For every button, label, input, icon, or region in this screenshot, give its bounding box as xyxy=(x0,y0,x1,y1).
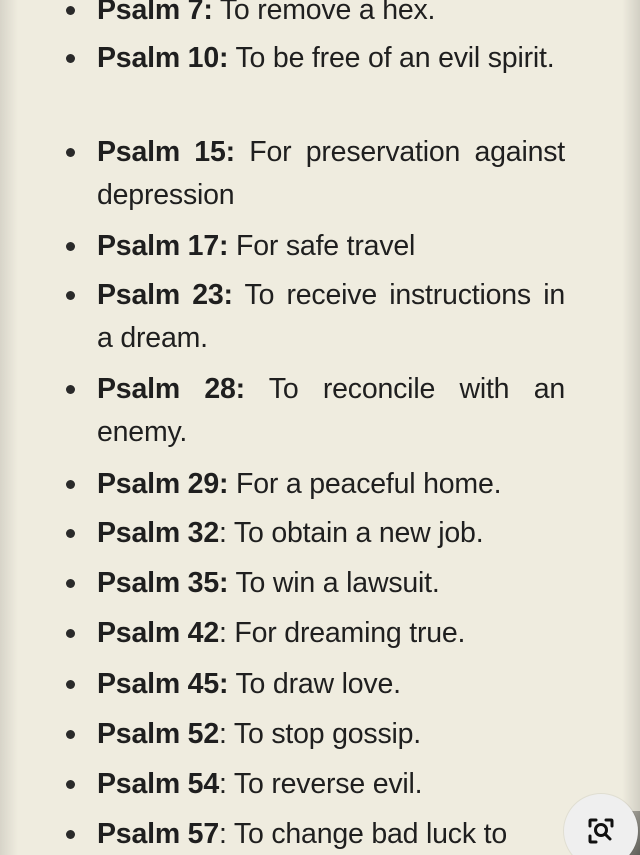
list-item: Psalm 35: To win a lawsuit. xyxy=(97,562,565,605)
list-item: Psalm 23: To receive instructions in a dream. xyxy=(97,274,565,360)
visual-search-button[interactable] xyxy=(564,794,638,855)
visual-search-overlay[interactable] xyxy=(542,788,640,855)
bullet-icon xyxy=(66,385,75,394)
bullet-icon xyxy=(66,291,75,300)
bullet-icon xyxy=(66,480,75,489)
bullet-icon xyxy=(66,780,75,789)
bullet-icon xyxy=(66,529,75,538)
visual-search-icon xyxy=(584,814,618,848)
bullet-icon xyxy=(66,148,75,157)
list-item: Psalm 28: To reconcile with an enemy. xyxy=(97,368,565,454)
bullet-icon xyxy=(66,579,75,588)
bullet-icon xyxy=(66,680,75,689)
bullet-icon xyxy=(66,6,75,15)
list-item: Psalm 45: To draw love. xyxy=(97,663,565,706)
left-edge-shadow xyxy=(0,0,18,855)
list-item: Psalm 10: To be free of an evil spirit. xyxy=(97,37,565,80)
list-item: Psalm 29: For a peaceful home. xyxy=(97,463,565,506)
bullet-icon xyxy=(66,830,75,839)
list-item: Psalm 7: To remove a hex. xyxy=(97,0,565,32)
list-item: Psalm 42: For dreaming true. xyxy=(97,612,565,655)
bullet-icon xyxy=(66,242,75,251)
list-item: Psalm 54: To reverse evil. xyxy=(97,763,565,806)
list-item: Psalm 57: To change bad luck to xyxy=(97,813,565,855)
bullet-icon xyxy=(66,54,75,63)
bullet-icon xyxy=(66,629,75,638)
list-item: Psalm 32: To obtain a new job. xyxy=(97,512,565,555)
list-item: Psalm 17: For safe travel xyxy=(97,225,565,268)
list-item: Psalm 15: For preservation against depression xyxy=(97,131,565,217)
bullet-icon xyxy=(66,730,75,739)
right-edge-shadow xyxy=(622,0,640,855)
list-item: Psalm 52: To stop gossip. xyxy=(97,713,565,756)
